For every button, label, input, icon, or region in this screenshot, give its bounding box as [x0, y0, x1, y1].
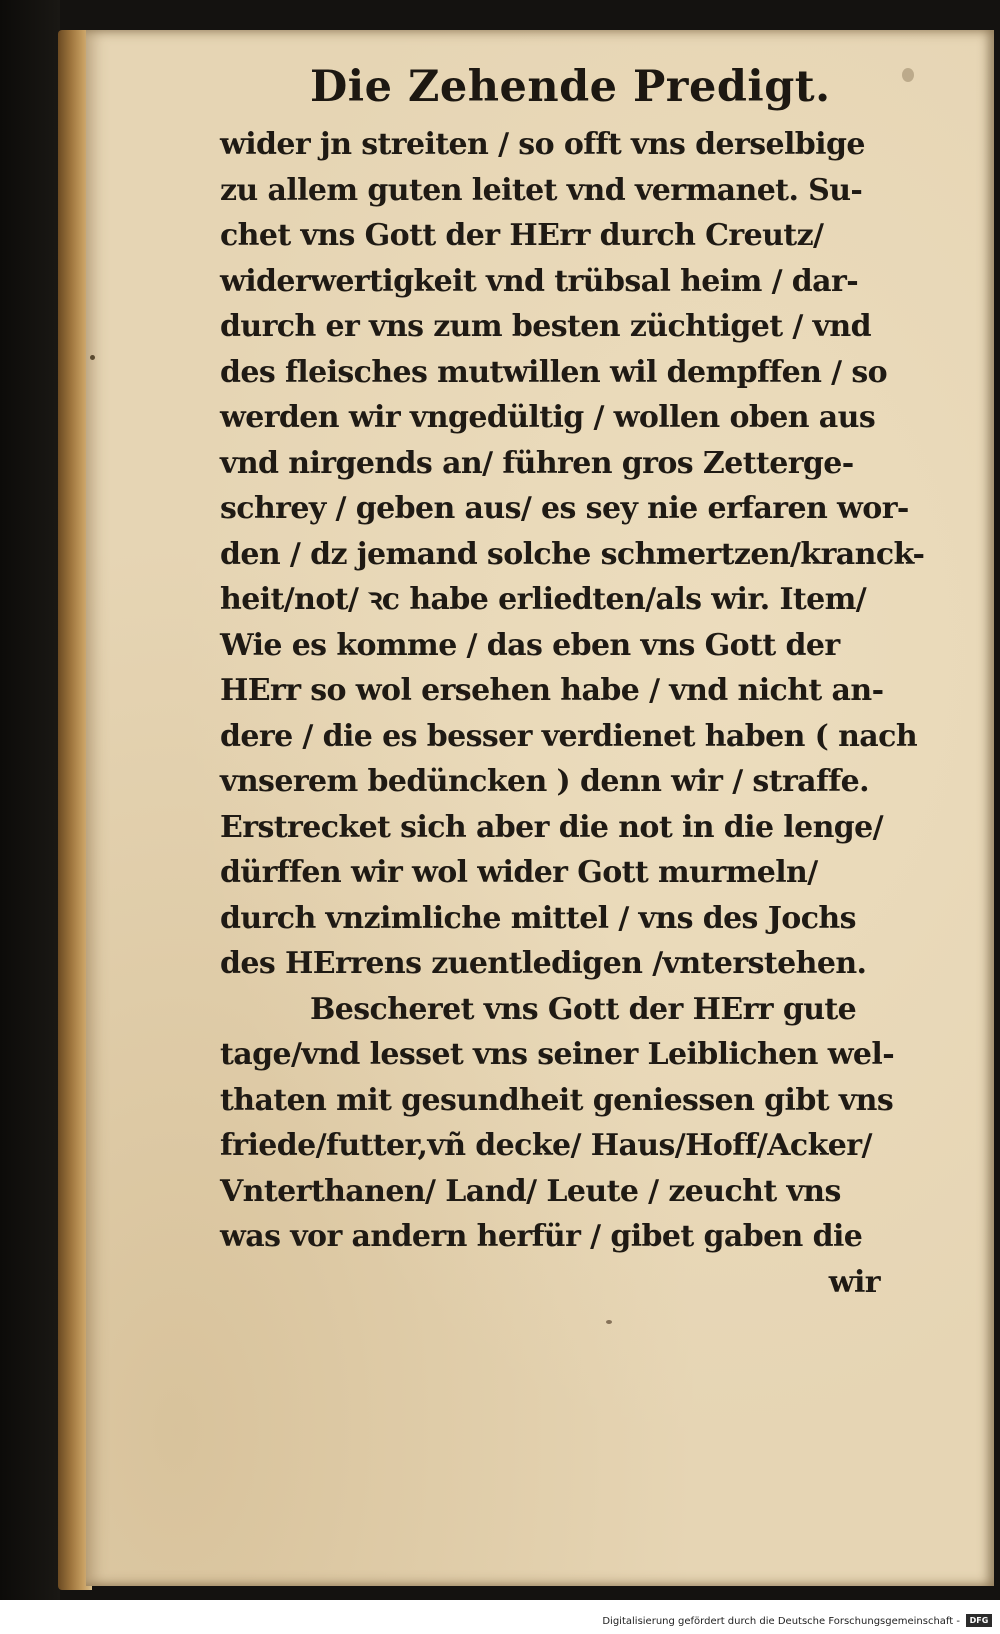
text-line: widerwertigkeit vnd trübsal heim / dar-: [220, 263, 859, 299]
folio-mark: [902, 68, 914, 82]
margin-mark: [90, 355, 95, 360]
text-line: was vor andern herfür / gibet gaben die: [220, 1219, 863, 1254]
text-line: durch vnzimliche mittel / vns des Jochs: [220, 900, 856, 936]
text-line: zu allem guten leitet vnd vermanet. Su-: [220, 172, 863, 208]
text-line: den / dz jemand solche schmertzen/kranck-: [220, 536, 925, 572]
text-line: dere / die es besser verdienet haben ( nach: [220, 718, 918, 754]
text-line: dürffen wir wol wider Gott murmeln/: [220, 855, 818, 890]
text-line: heit/not/ ꝛc habe erliedten/als wir. Item/: [220, 582, 867, 617]
text-line: wider jn streiten / so offt vns derselbige: [220, 127, 865, 162]
paragraph-first-line: Bescheret vns Gott der HErr gute: [310, 991, 857, 1027]
text-line: friede/futter,vñ decke/ Haus/Hoff/Acker/: [220, 1128, 872, 1163]
text-line: werden wir vngedültig / wollen oben aus: [220, 400, 876, 435]
funding-credit: Digitalisierung gefördert durch die Deutsche Forschungsgemeinschaft -: [602, 1616, 960, 1627]
text-line: thaten mit gesundheit geniessen gibt vns: [220, 1082, 894, 1118]
ink-stain: [606, 1320, 612, 1324]
spine-shadow: [0, 0, 60, 1600]
text-line: vnd nirgends an/ führen gros Zetterge-: [220, 445, 854, 481]
text-line: durch er vns zum besten züchtiget / vnd: [220, 309, 871, 344]
page-body-text: [220, 122, 925, 1305]
text-line: des fleisches mutwillen wil dempffen / so: [220, 354, 888, 390]
dfg-logo: DFG: [966, 1614, 992, 1627]
text-line: chet vns Gott der HErr durch Creutz/: [220, 218, 824, 253]
text-line: tage/vnd lesset vns seiner Leiblichen wel-: [220, 1037, 895, 1072]
text-line: HErr so wol ersehen habe / vnd nicht an-: [220, 673, 884, 708]
catchword: wir: [828, 1264, 880, 1300]
text-line: schrey / geben aus/ es sey nie erfaren wor-: [220, 491, 909, 526]
text-line: des HErrens zuentledigen /vnterstehen.: [220, 946, 867, 981]
text-line: vnserem bedüncken ) denn wir / straffe.: [220, 764, 869, 799]
text-line: Wie es komme / das eben vns Gott der: [220, 627, 840, 663]
text-line: Vnterthanen/ Land/ Leute / zeucht vns: [220, 1173, 841, 1209]
text-line: Erstrecket sich aber die not in die lenge/: [220, 809, 884, 845]
running-header: Die Zehende Predigt.: [310, 62, 831, 112]
digitization-footer: [0, 1600, 1000, 1634]
